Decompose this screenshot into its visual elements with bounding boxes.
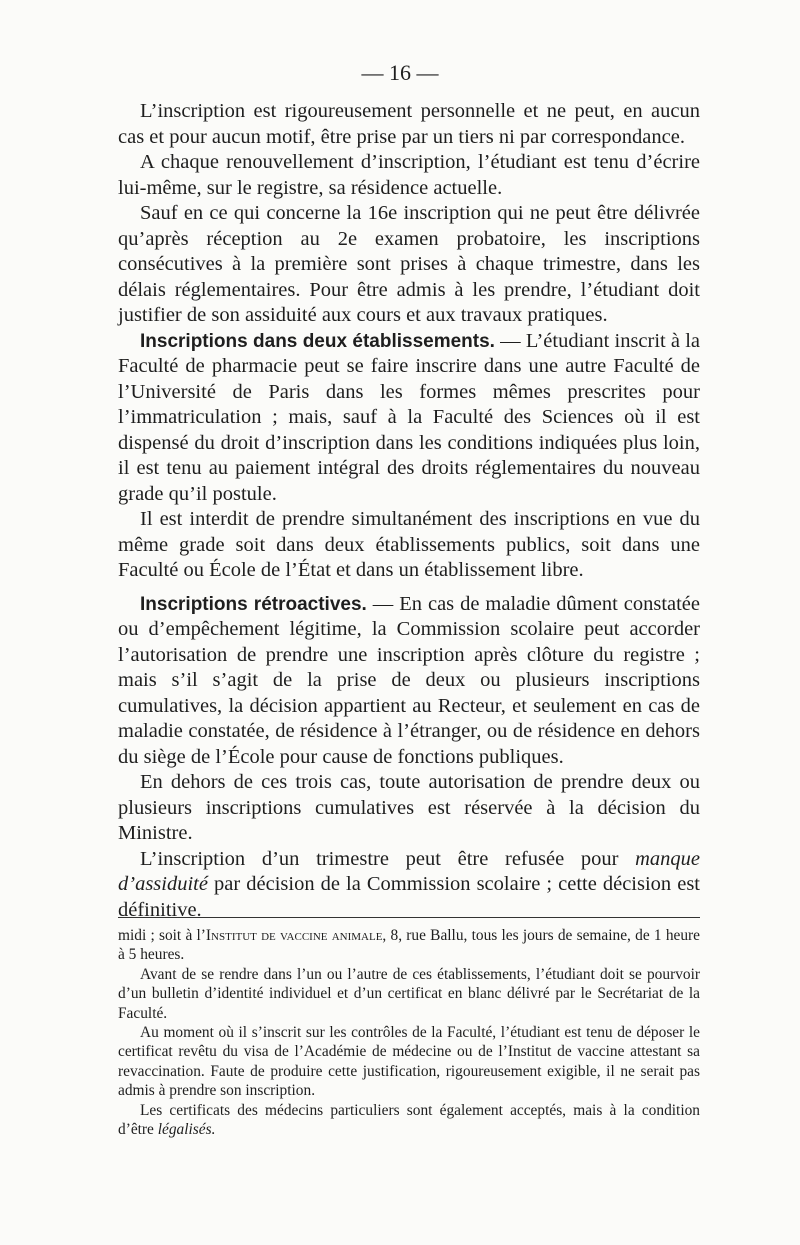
footnote-1-start: midi ; soit à l’ [118, 927, 206, 944]
footnote-3: Au moment où il s’inscrit sur les contrôles de la Faculté, l’étudiant est tenu de déposer le certificat revêtu du visa de l’Académie de médecine ou de l’Institut de vaccine attestant sa revaccination. Faute de produire cette justification, rigoureusement exigible, il ne serait pas admis à prendre son inscription. [118, 1024, 700, 1100]
paragraph-8-start: L’inscription d’un trimestre peut être refusée pour [140, 847, 636, 870]
paragraph-8 [118, 847, 700, 924]
footnote-4 [118, 1101, 700, 1140]
footnote-1 [118, 926, 700, 965]
footnote-4-italic: légalisés. [157, 1121, 216, 1139]
paragraph-5: Il est interdit de prendre simultanément des inscriptions en vue du même grade soit dans deux établissements publics, soit dans une Faculté ou École de l’État et dans un établissement libre. [118, 508, 700, 581]
footnote-1-institute: Institut de vaccine animale, [205, 927, 387, 944]
footnotes [118, 926, 700, 1139]
footnote-1-end: 8, rue Ballu, tous les jours de semaine, de 1 heure à 5 heures. [118, 927, 700, 964]
paragraph-2: A chaque renouvellement d’inscription, l’étudiant est tenu d’écrire lui-même, sur le registre, sa résidence actuelle. [118, 151, 700, 199]
paragraph-1: L’inscription est rigoureusement personnelle et ne peut, en aucun cas et pour aucun motif, être prise par un tiers ni par correspondance. [118, 100, 700, 148]
footnote-4-start: Les certificats des médecins particuliers sont également acceptés, mais à la condition d’être [118, 1101, 700, 1139]
page-number: — 16 — [361, 60, 439, 85]
paragraph-6 [118, 592, 700, 771]
paragraph-8-italic: manque d’assiduité [118, 847, 700, 895]
main-text [118, 99, 700, 923]
paragraph-4 [118, 329, 700, 508]
footnote-2: Avant de se rendre dans l’un ou l’autre de ces établissements, l’étudiant doit se pourvoir d’un bulletin d’identité individuel et d’un certificat en blanc délivré par le Secrétariat de la Faculté. [118, 965, 700, 1022]
paragraph-8-end: par décision de la Commission scolaire ; cette décision est définitive. [118, 873, 700, 921]
paragraph-3: Sauf en ce qui concerne la 16e inscription qui ne peut être délivrée qu’après réception au 2e examen probatoire, les inscriptions consécutives à la première sont prises à chaque trimestre, dans les délais réglementaires. Pour être admis à les prendre, l’étudiant doit justifier de son assiduité aux cours et aux travaux pratiques. [118, 202, 700, 326]
section-heading-retroactive: Inscriptions rétroactives. [140, 593, 367, 615]
paragraph-6-text: — En cas de maladie dûment constatée ou d’empêchement légitime, la Commission scolaire peut accorder l’autorisation de prendre une inscription après clôture du registre ; mais s’il s’agit de la prise de deux ou plusieurs inscriptions cumulatives, la décision appartient au Recteur, et seulement en cas de maladie constatée, de résidence à l’étranger, ou de résidence en dehors du siège de l’École pour cause de fonctions publiques. [118, 592, 701, 768]
paragraph-4-text: — L’étudiant inscrit à la Faculté de pharmacie peut se faire inscrire dans une autre Faculté de l’Université de Paris dans les formes mêmes prescrites pour l’immatriculation ; mais, sauf à la Faculté des Sciences où il est dispensé du droit d’inscription dans les conditions indiquées plus loin, il est tenu au paiement intégral des droits réglementaires du nouveau grade qu’il postule. [118, 329, 700, 505]
section-heading-two-establishments: Inscriptions dans deux établissements. [140, 330, 495, 352]
paragraph-7: En dehors de ces trois cas, toute autorisation de prendre deux ou plusieurs inscriptions cumulatives est réservée à la décision du Ministre. [118, 771, 700, 844]
footnote-divider [118, 917, 700, 918]
